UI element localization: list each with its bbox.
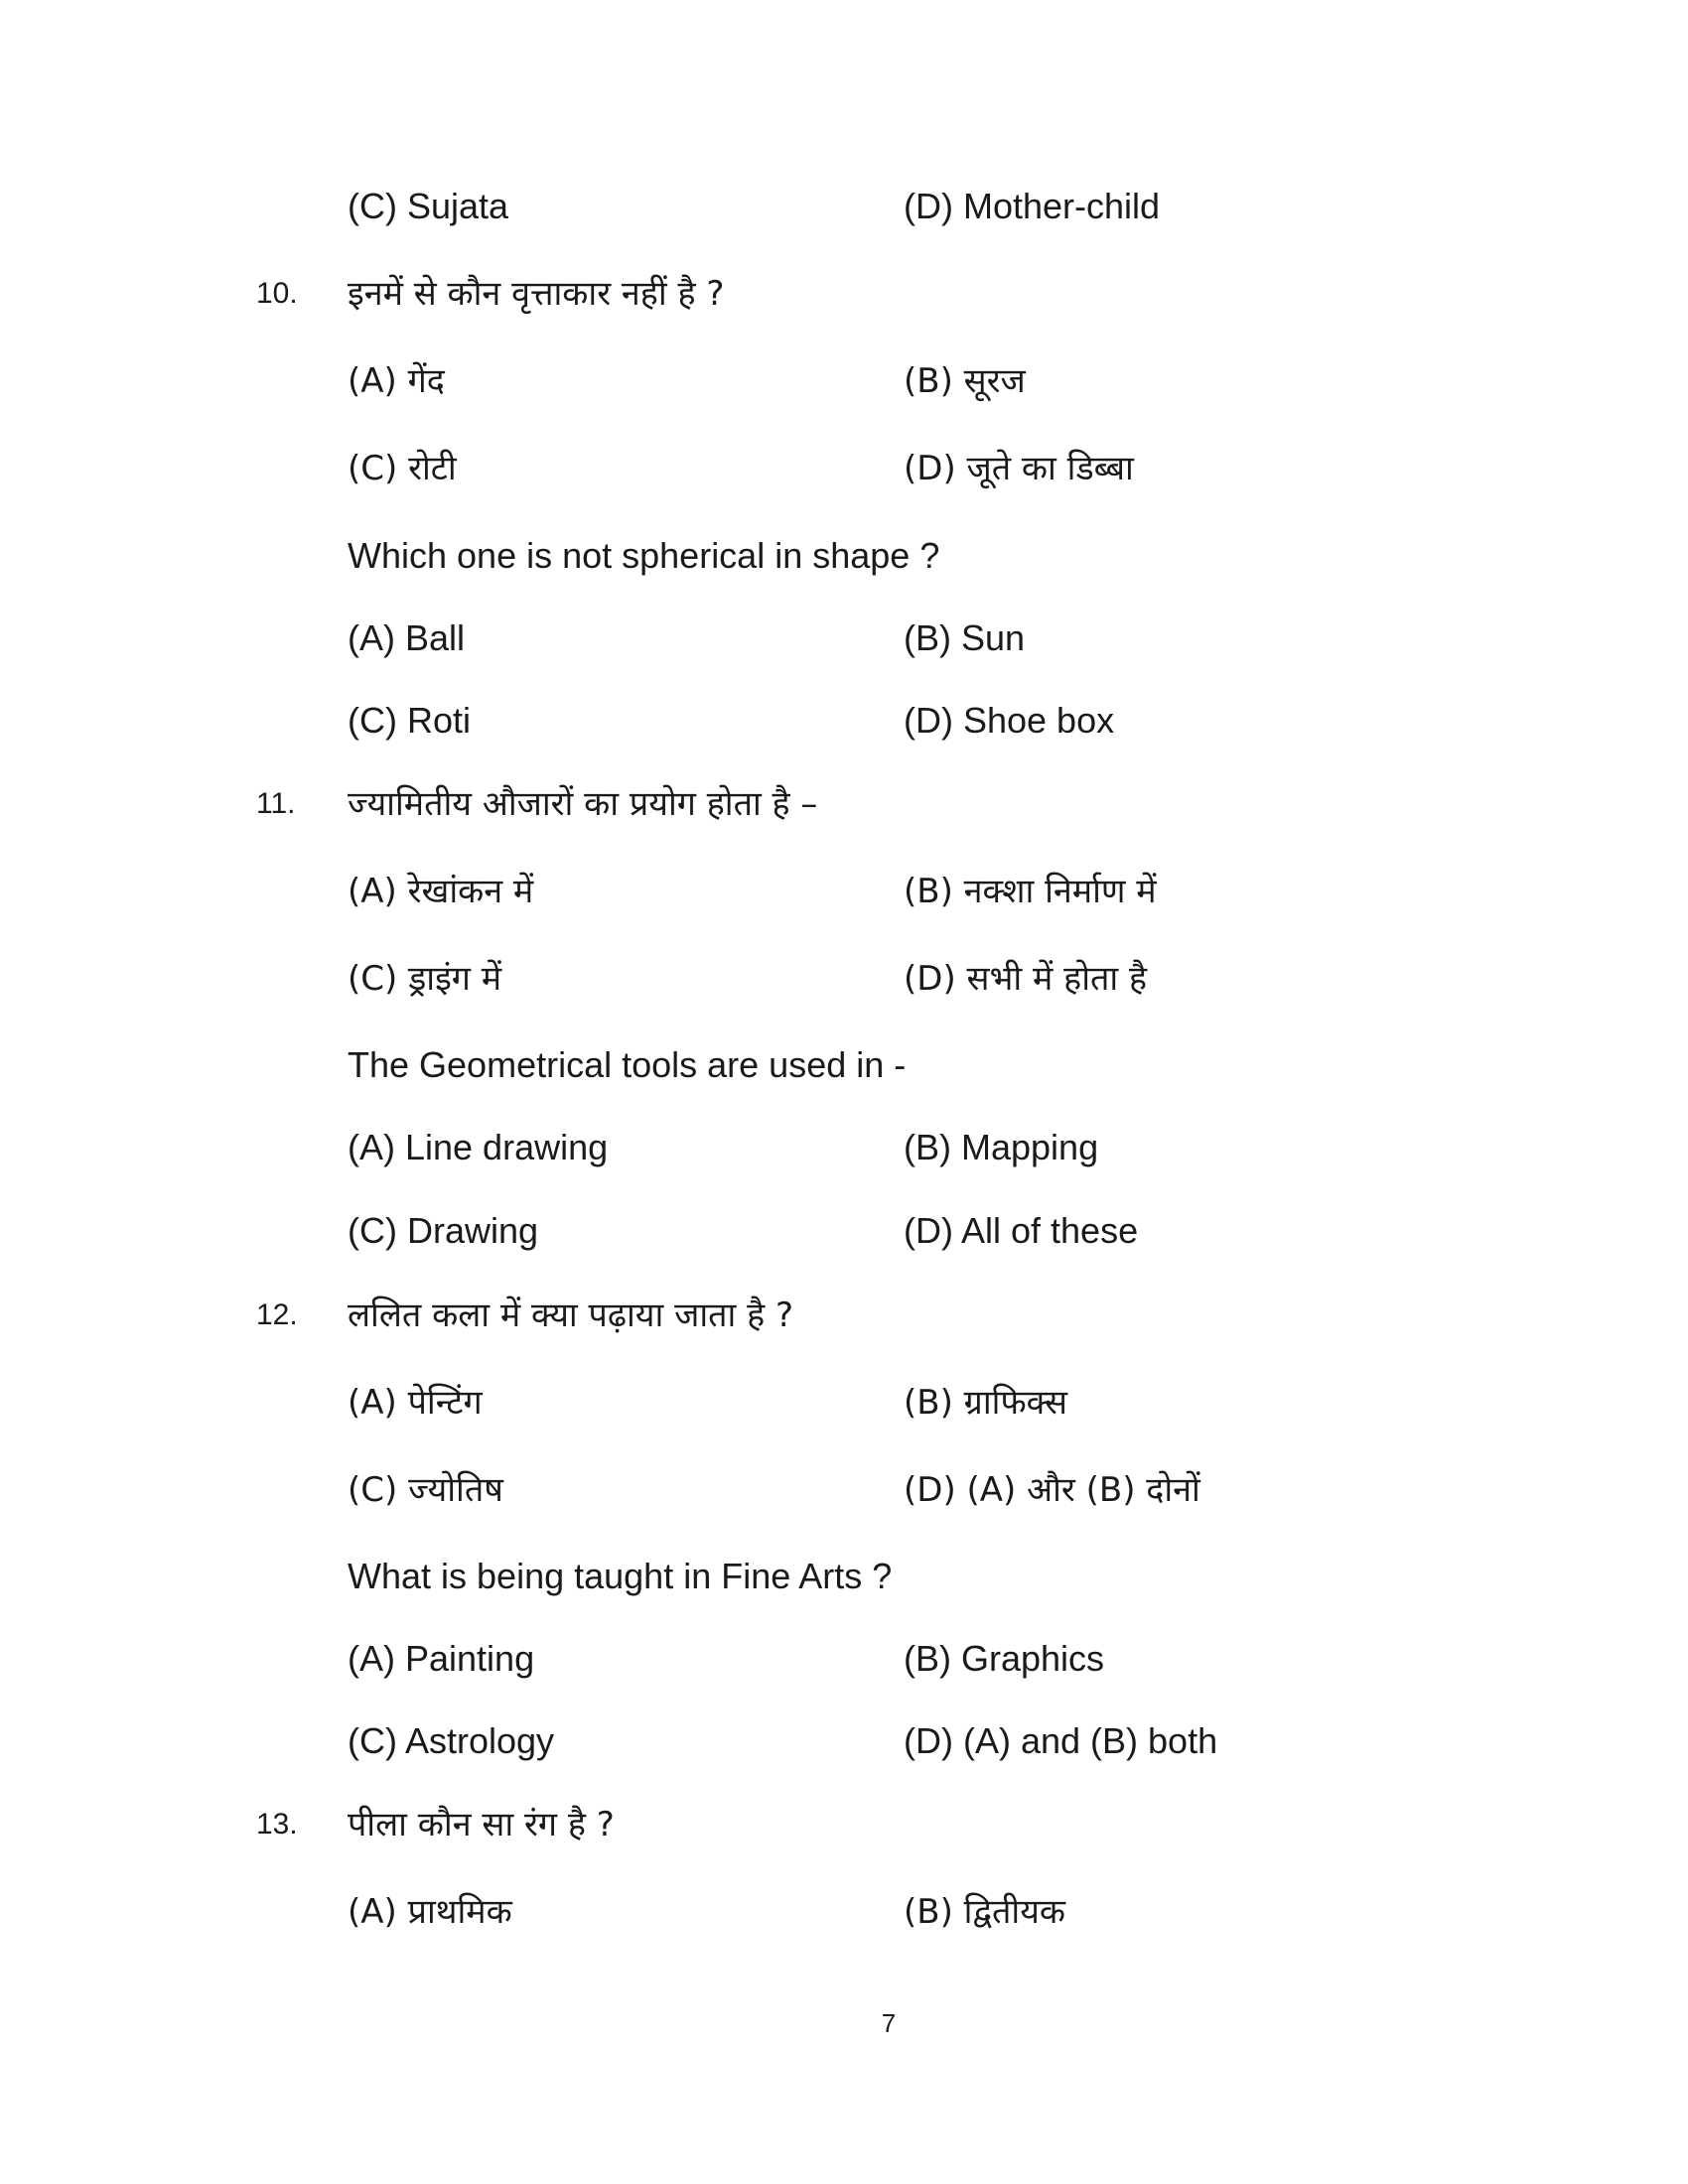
- question-10-english: [0, 526, 1688, 586]
- options-row: [0, 1201, 1688, 1261]
- option-a: (A) Painting: [348, 1638, 535, 1679]
- question-12-english: [0, 1547, 1688, 1606]
- page-number: 7: [881, 2008, 897, 2038]
- option-d: (D) (A) and (B) both: [904, 1720, 1218, 1761]
- options-row: [0, 177, 1688, 236]
- question-13-hindi: [0, 1795, 1688, 1854]
- option-c: (C) Sujata: [348, 186, 509, 226]
- option-c: (C) Drawing: [348, 1210, 539, 1251]
- option-a: (A) प्राथमिक: [348, 1892, 512, 1932]
- question-10-hindi: [0, 264, 1688, 324]
- options-row: [0, 1629, 1688, 1689]
- question-number: 12.: [256, 1298, 298, 1331]
- question-number: 10.: [256, 277, 298, 310]
- options-row: [0, 949, 1688, 1009]
- option-c: (C) Roti: [348, 700, 471, 741]
- option-c: (C) रोटी: [348, 449, 457, 488]
- option-c: (C) ड्राइंग में: [348, 959, 502, 999]
- question-text-english: Which one is not spherical in shape ?: [348, 535, 940, 576]
- options-row: [0, 609, 1688, 668]
- option-d: (D) सभी में होता है: [904, 959, 1148, 999]
- option-b: (B) सूरज: [904, 361, 1026, 401]
- option-a: (A) Line drawing: [348, 1127, 609, 1167]
- option-b: (B) Mapping: [904, 1127, 1099, 1167]
- options-row: [0, 1118, 1688, 1177]
- question-text-hindi: इनमें से कौन वृत्ताकार नहीं है ?: [348, 274, 725, 314]
- option-d: (D) (A) और (B) दोनों: [904, 1470, 1200, 1510]
- option-c: (C) Astrology: [348, 1720, 555, 1761]
- question-text-english: What is being taught in Fine Arts ?: [348, 1556, 893, 1596]
- option-a: (A) पेन्टिंग: [348, 1383, 483, 1423]
- options-row: [0, 1882, 1688, 1942]
- option-a: (A) रेखांकन में: [348, 872, 534, 911]
- option-b: (B) Sun: [904, 617, 1026, 658]
- option-a: (A) Ball: [348, 617, 466, 658]
- question-11-english: [0, 1035, 1688, 1095]
- question-12-hindi: [0, 1286, 1688, 1345]
- options-row: [0, 351, 1688, 411]
- option-d: (D) जूते का डिब्बा: [904, 449, 1134, 488]
- question-number: 11.: [256, 787, 296, 820]
- question-number: 13.: [256, 1808, 298, 1841]
- option-b: (B) नक्शा निर्माण में: [904, 872, 1157, 911]
- option-d: (D) Shoe box: [904, 700, 1115, 741]
- option-b: (B) ग्राफिक्स: [904, 1383, 1067, 1423]
- option-b: (B) द्वितीयक: [904, 1892, 1066, 1932]
- question-text-english: The Geometrical tools are used in -: [348, 1044, 907, 1085]
- question-text-hindi: पीला कौन सा रंग है ?: [348, 1805, 615, 1844]
- options-row: [0, 1373, 1688, 1433]
- question-text-hindi: ललित कला में क्या पढ़ाया जाता है ?: [348, 1296, 794, 1335]
- option-b: (B) Graphics: [904, 1638, 1105, 1679]
- question-text-hindi: ज्यामितीय औजारों का प्रयोग होता है –: [348, 784, 818, 824]
- options-row: [0, 1460, 1688, 1520]
- options-row: [0, 862, 1688, 921]
- option-d: (D) Mother-child: [904, 186, 1161, 226]
- option-d: (D) All of these: [904, 1210, 1139, 1251]
- option-a: (A) गेंद: [348, 361, 445, 401]
- option-c: (C) ज्योतिष: [348, 1470, 503, 1510]
- options-row: [0, 439, 1688, 498]
- options-row: [0, 1711, 1688, 1771]
- options-row: [0, 691, 1688, 751]
- question-11-hindi: [0, 774, 1688, 834]
